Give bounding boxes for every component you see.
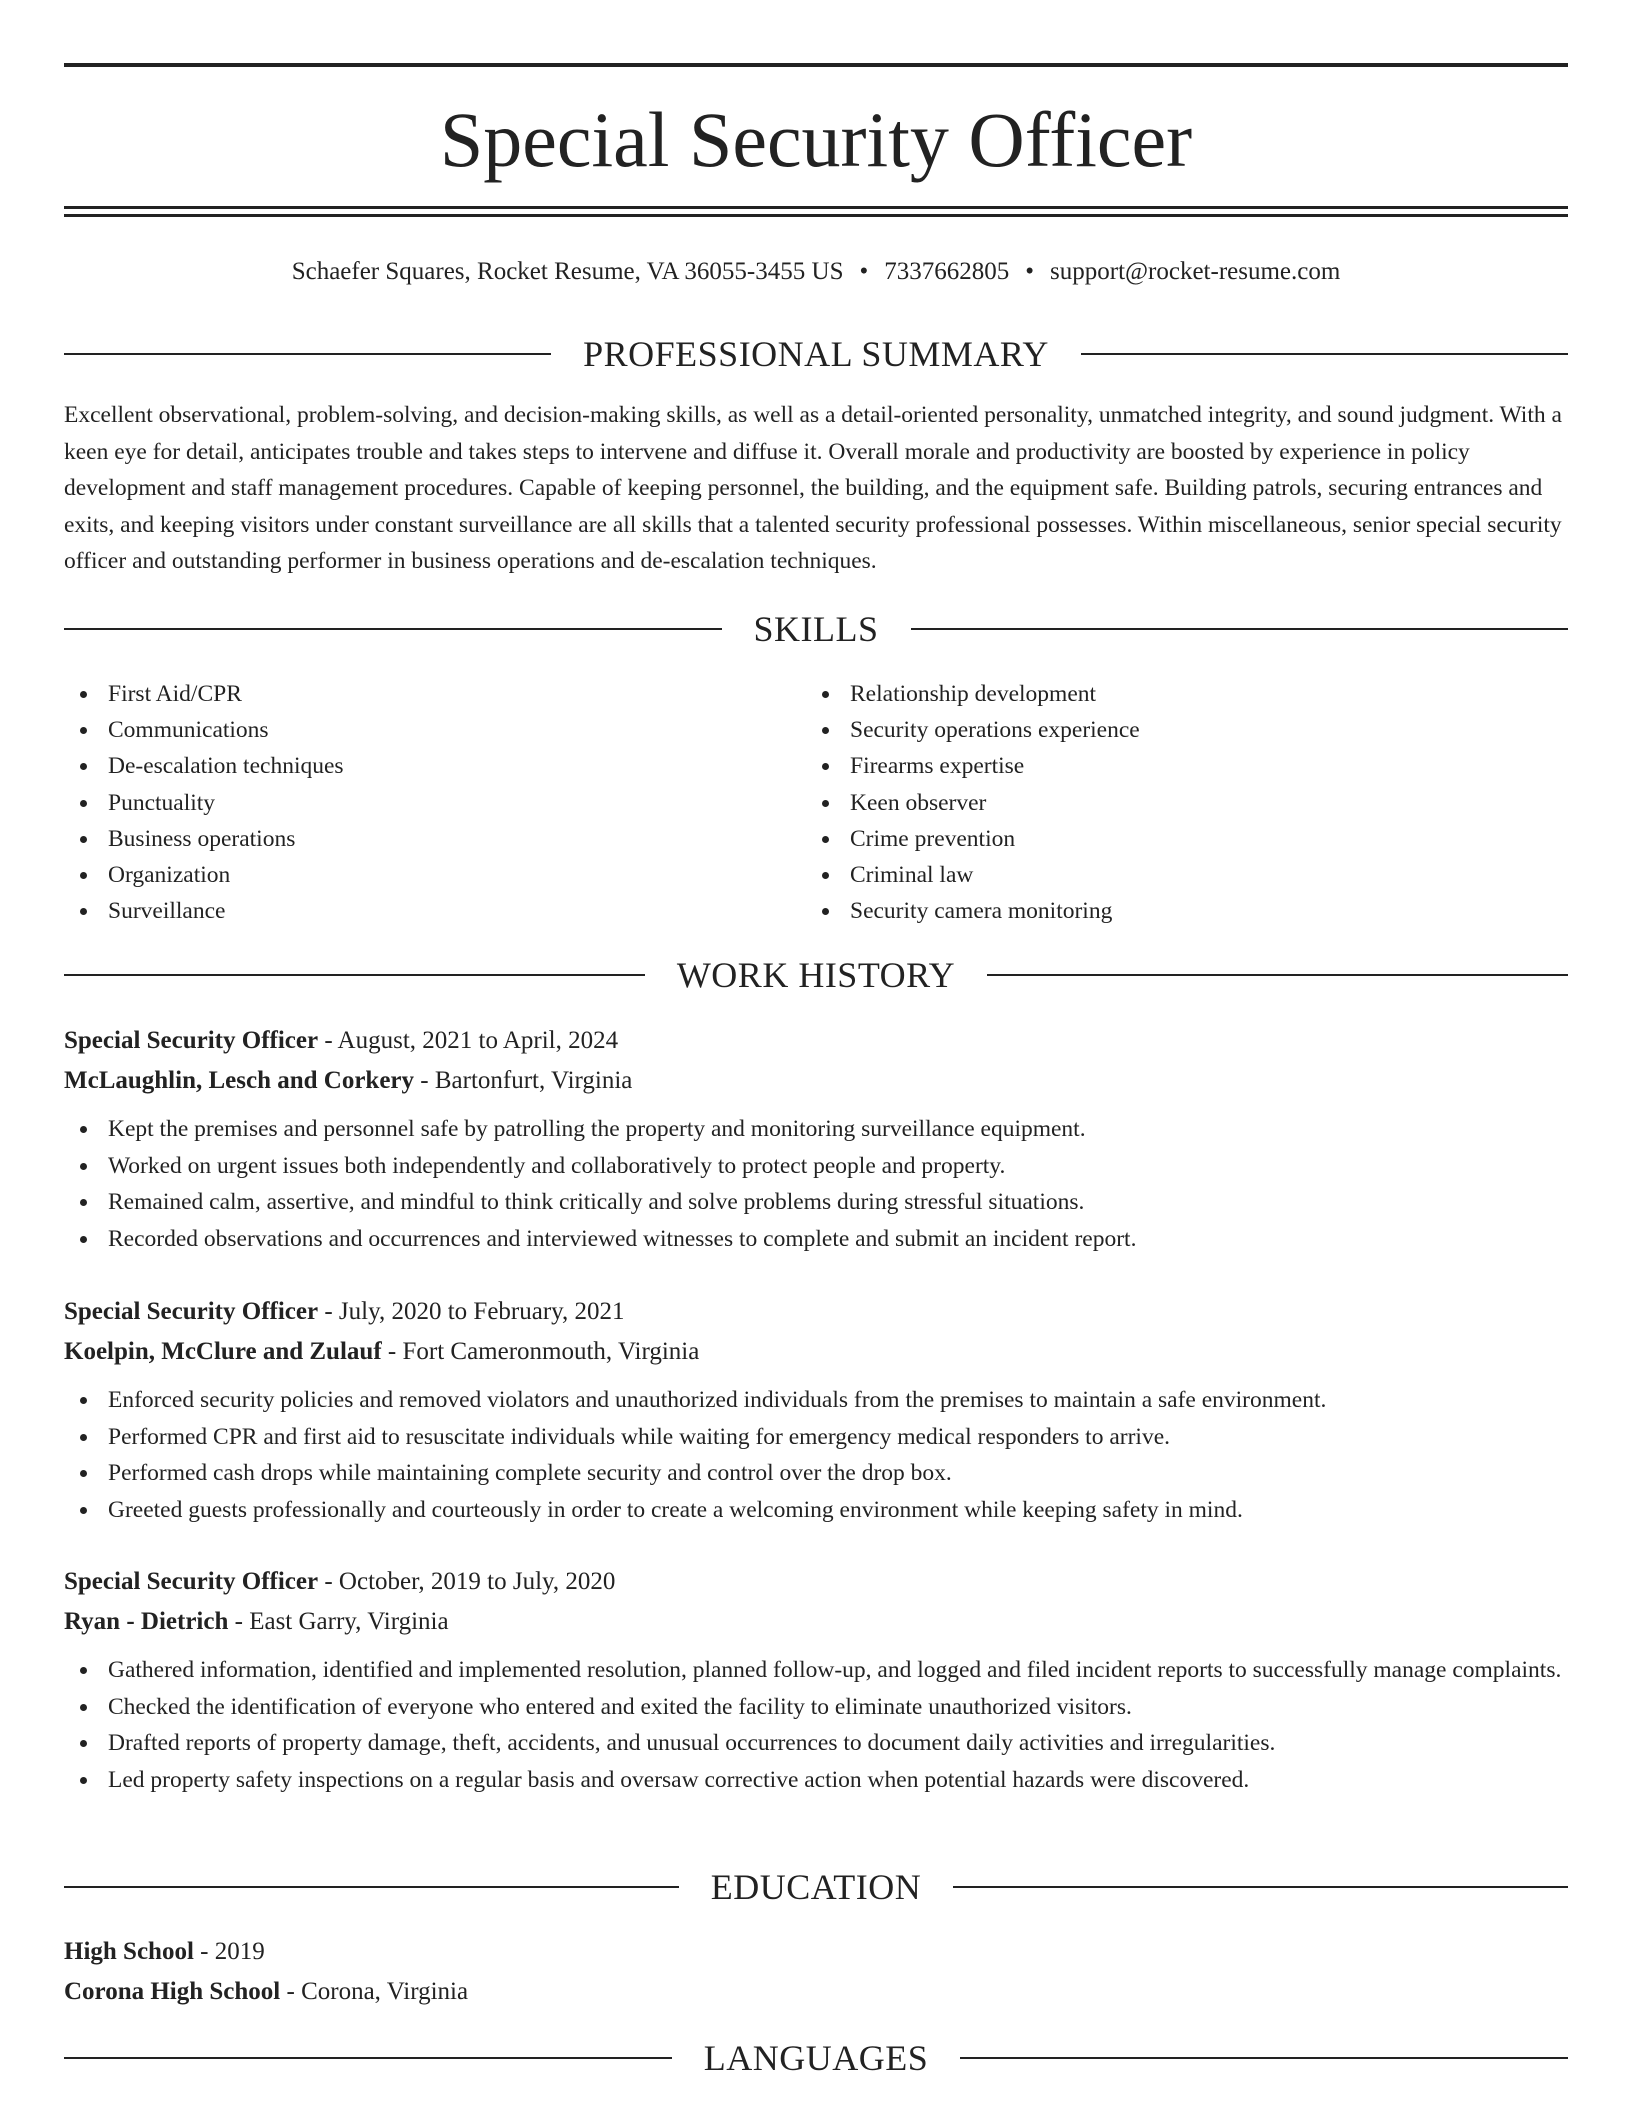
skill-item: Crime prevention [806,821,1140,857]
skill-item: Security camera monitoring [806,893,1140,929]
job-company-line [64,1061,1568,1101]
job-bullet: Performed cash drops while maintaining complete security and control over the drop box. [64,1455,1568,1492]
job-dates: - October, 2019 to July, 2020 [318,1568,616,1595]
job-bullets [64,1111,1568,1257]
contact-phone: 7337662805 [884,258,1010,285]
section-title: WORK HISTORY [676,955,956,995]
job-bullet: Greeted guests professionally and courteously in order to create a welcoming environment while keeping safety in mind. [64,1492,1568,1529]
job-entry [64,1292,1568,1528]
section-title: EDUCATION [710,1867,922,1907]
heading-rule-right [953,1886,1568,1888]
skill-item: Business operations [64,821,344,857]
section-title: LANGUAGES [703,2038,929,2078]
job-bullets [64,1382,1568,1528]
contact-email[interactable]: support@rocket-resume.com [1050,258,1341,285]
heading-rule-left [64,2057,672,2059]
resume-name: Special Security Officer [439,96,1193,183]
skills-list-left [64,676,344,929]
section-heading-education [64,1865,1568,1909]
education-degree-line [64,1932,1568,1972]
skill-item: Keen observer [806,785,1140,821]
skill-item: Firearms expertise [806,748,1140,784]
job-bullet: Remained calm, assertive, and mindful to think critically and solve problems during stressful situations. [64,1184,1568,1221]
skill-item: First Aid/CPR [64,676,344,712]
job-bullet: Gathered information, identified and implemented resolution, planned follow-up, and logged and filed incident reports to successfully manage complaints. [64,1652,1568,1689]
skill-item: Relationship development [806,676,1140,712]
job-dates: - July, 2020 to February, 2021 [318,1298,625,1325]
section-heading-skills [64,607,1568,651]
job-bullet: Recorded observations and occurrences and interviewed witnesses to complete and submit an incident report. [64,1221,1568,1258]
header-rule-upper [64,206,1568,209]
contact-separator: • [1025,258,1035,285]
heading-rule-left [64,353,551,355]
education-school: Corona High School [64,1978,281,2005]
job-title: Special Security Officer [64,1298,319,1325]
job-company: Ryan - Dietrich [64,1608,229,1635]
section-title: PROFESSIONAL SUMMARY [583,334,1049,374]
job-location: - Fort Cameronmouth, Virginia [381,1338,700,1365]
job-entry [64,1562,1568,1798]
job-bullet: Drafted reports of property damage, theft, accidents, and unusual occurrences to document daily activities and irregularities. [64,1725,1568,1762]
job-bullets [64,1652,1568,1798]
section-heading-work-history [64,953,1568,997]
skill-item: Punctuality [64,785,344,821]
job-bullet: Kept the premises and personnel safe by patrolling the property and monitoring surveillance equipment. [64,1111,1568,1148]
job-title-line [64,1021,1568,1061]
education-location: - Corona, Virginia [280,1978,469,2005]
job-company-line [64,1332,1568,1372]
education-entry [64,1932,1568,2012]
job-bullet: Led property safety inspections on a regular basis and oversaw corrective action when potential hazards were discovered. [64,1762,1568,1799]
contact-address: Schaefer Squares, Rocket Resume, VA 36055-3455 US [291,258,844,285]
section-title: SKILLS [753,609,879,649]
skill-item: Surveillance [64,893,344,929]
section-heading-languages [64,2036,1568,2080]
job-title: Special Security Officer [64,1027,319,1054]
job-location: - Bartonfurt, Virginia [414,1067,633,1094]
job-location: - East Garry, Virginia [228,1608,449,1635]
professional-summary: Excellent observational, problem-solving, and decision-making skills, as well as a detail-oriented personality, unmatched integrity, and sound judgment. With a keen eye for detail, anticipates trouble and takes steps to intervene and diffuse it. Overall morale and productivity are boosted by experience in policy development and staff management procedures. Capable of keeping personnel, the building, and the equipment safe. Building patrols, securing entrances and exits, and keeping visitors under constant surveillance are all skills that a talented security professional possesses. Within miscellaneous, senior special security officer and outstanding performer in business operations and de-escalation techniques. [64,402,1562,574]
heading-rule-right [960,2057,1568,2059]
job-company: Koelpin, McClure and Zulauf [64,1338,382,1365]
heading-rule-left [64,974,645,976]
skill-item: Criminal law [806,857,1140,893]
skill-item: Security operations experience [806,712,1140,748]
job-title-line [64,1292,1568,1332]
job-bullet: Enforced security policies and removed violators and unauthorized individuals from the premises to maintain a safe environment. [64,1382,1568,1419]
education-school-line [64,1972,1568,2012]
heading-rule-right [1081,353,1568,355]
job-company-line [64,1602,1568,1642]
education-year: - 2019 [193,1938,265,1965]
heading-rule-right [911,628,1569,630]
heading-rule-left [64,628,722,630]
contact-line [64,252,1568,292]
heading-rule-right [987,974,1568,976]
job-bullet: Worked on urgent issues both independently and collaboratively to protect people and property. [64,1148,1568,1185]
education-degree: High School [64,1938,194,1965]
job-dates: - August, 2021 to April, 2024 [318,1027,619,1054]
header-rule-lower [64,214,1568,217]
job-bullet: Performed CPR and first aid to resuscitate individuals while waiting for emergency medical responders to arrive. [64,1419,1568,1456]
contact-separator: • [859,258,869,285]
job-title: Special Security Officer [64,1568,319,1595]
skill-item: De-escalation techniques [64,748,344,784]
skill-item: Communications [64,712,344,748]
job-bullet: Checked the identification of everyone who entered and exited the facility to eliminate unauthorized visitors. [64,1689,1568,1726]
skills-list-right [806,676,1140,929]
heading-rule-left [64,1886,679,1888]
job-company: McLaughlin, Lesch and Corkery [64,1067,415,1094]
job-title-line [64,1562,1568,1602]
section-heading-summary [64,332,1568,376]
header-top-rule [64,63,1568,67]
skill-item: Organization [64,857,344,893]
job-entry [64,1021,1568,1257]
